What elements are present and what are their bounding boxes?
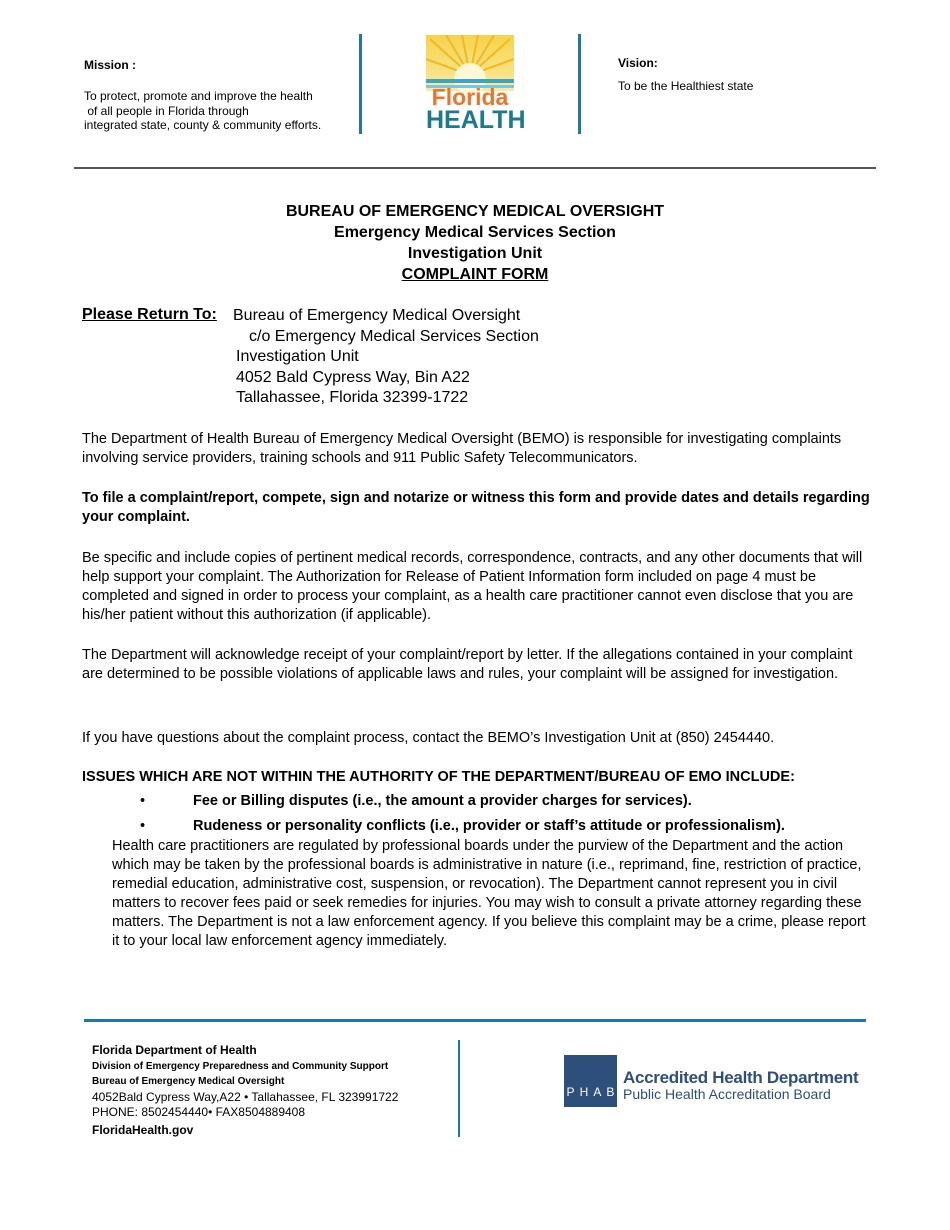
phab-title: Accredited Health Department [623,1068,859,1087]
return-to-label: Please Return To: [82,306,217,323]
phab-mark [564,1055,617,1107]
header-divider-right [578,34,581,134]
unit-title: Investigation Unit [407,245,543,262]
header-divider-left [359,34,362,134]
mission-label: Mission : [84,58,137,72]
footer-rule [84,1019,866,1022]
mission-text: To protect, promote and improve the health of all people in Florida through integrated state, county & community efforts. [84,89,322,132]
footer-bureau: Bureau of Emergency Medical Oversight [92,1076,285,1087]
footer-org: Florida Department of Health [92,1043,257,1057]
instructions-paragraph: To file a complaint/report, compete, sign and notarize or witness this form and provide dates and details regarding your complaint. [82,490,870,525]
logo-health-text: HEALTH [426,106,526,134]
phab-accreditation-logo: P H A B Accredited Health Department Public Health Accreditation Board [564,1055,864,1109]
form-title: COMPLAINT FORM [401,266,549,283]
intro-paragraph: The Department of Health Bureau of Emergency Medical Oversight (BEMO) is responsible for investigating complaints involving service providers, training schools and 911 Public Safety Telecommunicators. [82,431,842,466]
form-title-block [0,201,950,285]
bureau-title: BUREAU OF EMERGENCY MEDICAL OVERSIGHT [285,203,665,220]
footer-phone: PHONE: 8502454440• FAX8504889408 [92,1105,306,1119]
phab-subtitle: Public Health Accreditation Board [623,1086,831,1102]
footer-divider [458,1040,460,1137]
footer-website[interactable]: FloridaHealth.gov [92,1123,194,1137]
florida-health-logo [426,35,526,134]
issues-heading: ISSUES WHICH ARE NOT WITHIN THE AUTHORITY OF THE DEPARTMENT/BUREAU OF EMO INCLUDE: [82,769,795,785]
contact-paragraph: If you have questions about the complaint process, contact the BEMO’s Investigation Unit at (850) 2454440. [82,730,775,746]
footer-address: 4052Bald Cypress Way,A22 • Tallahassee, FL 323991722 [92,1090,399,1104]
vision-label: Vision: [618,56,658,70]
vision-text: To be the Healthiest state [618,79,754,93]
header-rule [74,167,876,169]
list-item: • Rudeness or personality conflicts (i.e., provider or staff’s attitude or professionalism). [140,818,785,834]
specifics-paragraph: Be specific and include copies of pertinent medical records, correspondence, contracts, and any other documents that will help support your complaint. The Authorization for Release of Patient Information form included on page 4 must be completed and signed in order to process your complaint, as a health care practitioner cannot even disclose that you are his/her patient without this authorization (if applicable). [82,550,863,623]
logo-florida-text: Florida [431,84,509,110]
return-address: Bureau of Emergency Medical Oversight c/o Emergency Medical Services Section Investigation Unit 4052 Bald Cypress Way, Bin A22 Tallahassee, Florida 32399-1722 [233,307,539,407]
footer-division: Division of Emergency Preparedness and Community Support [92,1061,389,1072]
list-item: • Fee or Billing disputes (i.e., the amount a provider charges for services). [140,793,692,809]
issues-paragraph: Health care practitioners are regulated by professional boards under the purview of the Department and the action which may be taken by the professional boards is administrative in nature (i.e., reprimand, fine, restriction of practice, remedial education, administrative cost, suspension, or revocation). The Department cannot represent you in civil matters to recover fees paid or seek remedies for injuries. You may wish to consult a private attorney regarding these matters. The Department is not a law enforcement agency. If you believe this complaint may be a crime, please report it to your local law enforcement agency immediately. [112,838,866,949]
section-title: Emergency Medical Services Section [334,224,616,241]
acknowledge-paragraph: The Department will acknowledge receipt of your complaint/report by letter. If the allegations contained in your complaint are determined to be possible violations of applicable laws and rules, your complaint will be assigned for investigation. [82,647,853,682]
